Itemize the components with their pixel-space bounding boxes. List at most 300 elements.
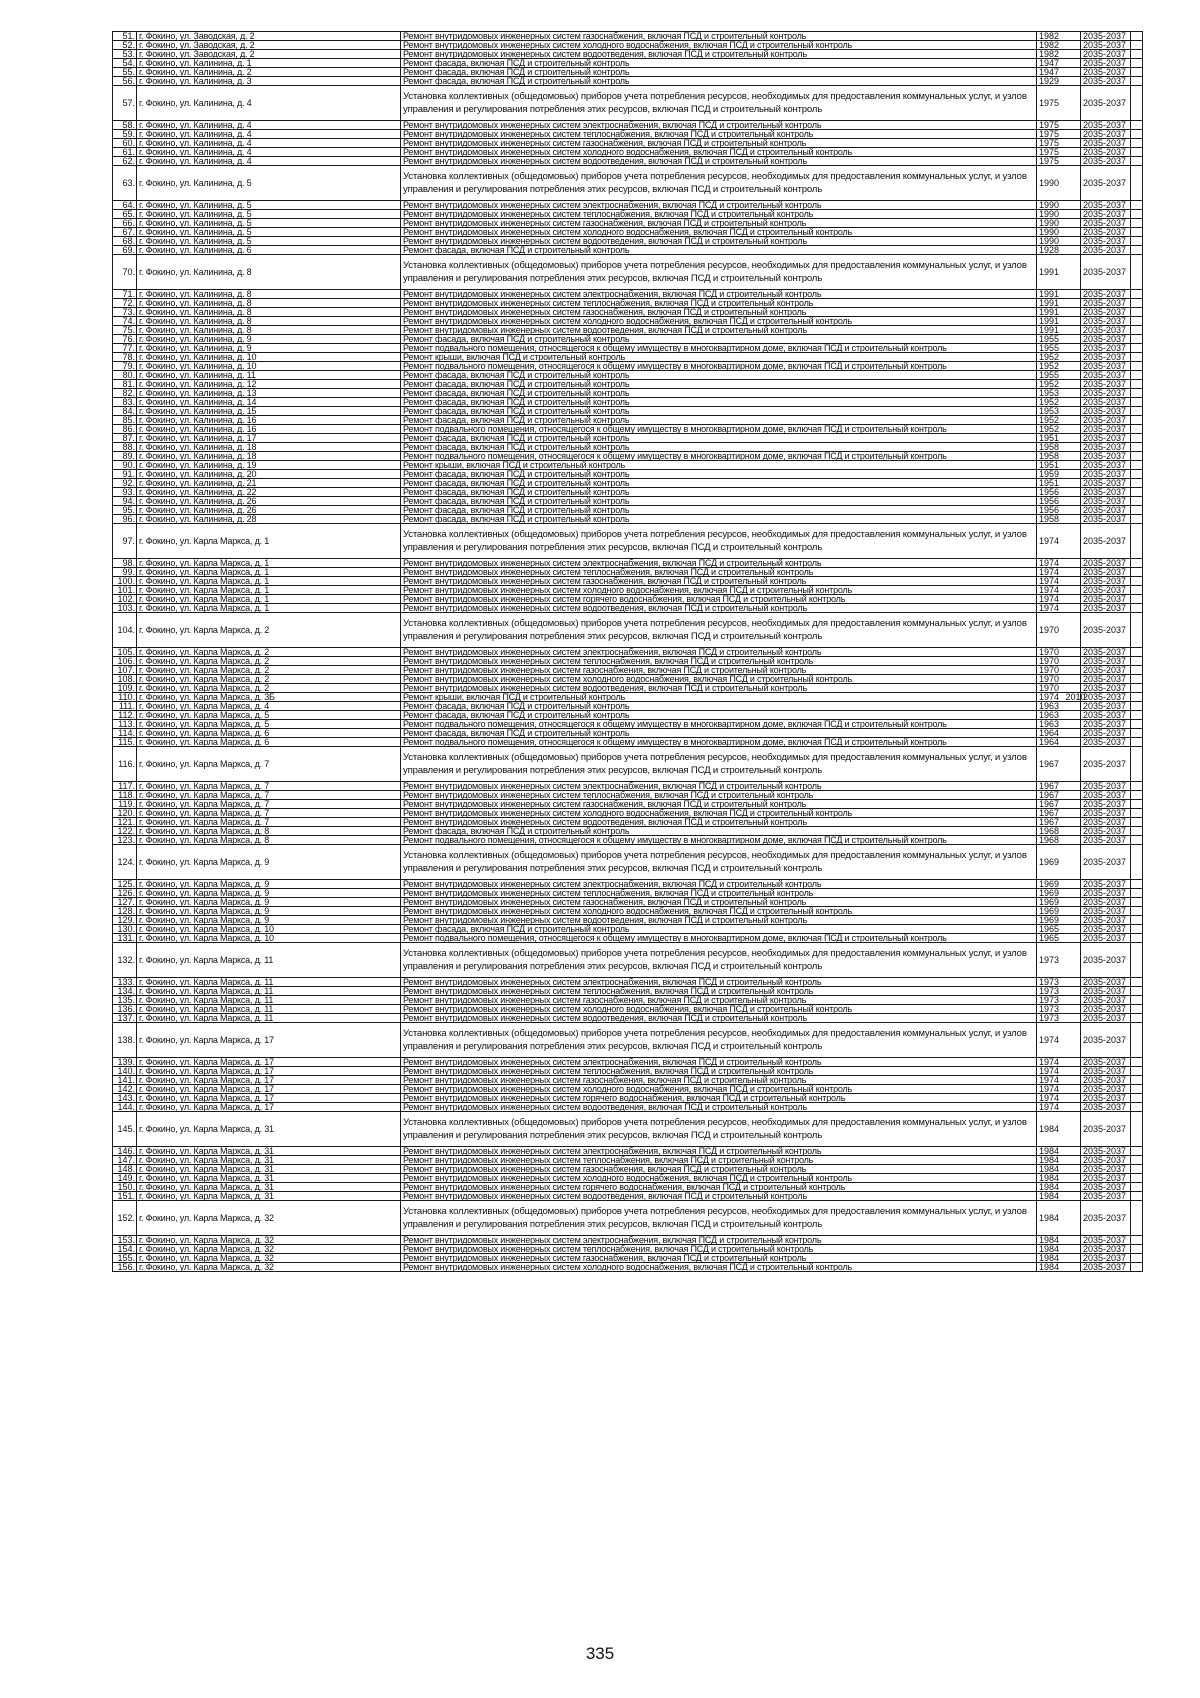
work-description-cell: Ремонт фасада, включая ПСД и строительный контроль — [401, 497, 1037, 506]
work-description-cell: Ремонт фасада, включая ПСД и строительный контроль — [401, 59, 1037, 68]
row-number-cell: 118. — [113, 791, 137, 800]
planned-period-cell: 2035-2037 — [1081, 362, 1131, 371]
address-cell: г. Фокино, ул. Карла Маркса, д. 1 — [137, 524, 401, 559]
address-cell: г. Фокино, ул. Карла Маркса, д. 31 — [137, 1192, 401, 1201]
planned-period-cell: 2035-2037 — [1081, 684, 1131, 693]
empty-cell — [1131, 586, 1143, 595]
empty-cell — [1131, 791, 1143, 800]
build-year-cell: 1965 — [1037, 934, 1064, 943]
address-cell: г. Фокино, ул. Карла Маркса, д. 1 — [137, 577, 401, 586]
empty-cell — [1131, 452, 1143, 461]
row-number-cell: 149. — [113, 1174, 137, 1183]
address-cell: г. Фокино, ул. Карла Маркса, д. 32 — [137, 1263, 401, 1272]
empty-cell — [1131, 996, 1143, 1005]
build-year-cell: 1973 — [1037, 943, 1064, 978]
row-number-cell: 61. — [113, 148, 137, 157]
extra-year-cell — [1064, 1085, 1081, 1094]
empty-cell — [1131, 524, 1143, 559]
row-number-cell: 116. — [113, 747, 137, 782]
row-number-cell: 152. — [113, 1201, 137, 1236]
build-year-cell: 1967 — [1037, 809, 1064, 818]
empty-cell — [1131, 166, 1143, 201]
extra-year-cell — [1064, 524, 1081, 559]
extra-year-cell — [1064, 1254, 1081, 1263]
build-year-cell: 1982 — [1037, 50, 1064, 59]
extra-year-cell — [1064, 720, 1081, 729]
row-number-cell: 65. — [113, 210, 137, 219]
empty-cell — [1131, 889, 1143, 898]
address-cell: г. Фокино, ул. Карла Маркса, д. 4 — [137, 702, 401, 711]
build-year-cell: 1973 — [1037, 1005, 1064, 1014]
extra-year-cell — [1064, 237, 1081, 246]
build-year-cell: 1991 — [1037, 308, 1064, 317]
work-description-cell: Ремонт внутридомовых инженерных систем электроснабжения, включая ПСД и строительный контроль — [401, 978, 1037, 987]
planned-period-cell: 2035-2037 — [1081, 568, 1131, 577]
row-number-cell: 138. — [113, 1023, 137, 1058]
address-cell: г. Фокино, ул. Калинина, д. 22 — [137, 488, 401, 497]
planned-period-cell: 2035-2037 — [1081, 515, 1131, 524]
row-number-cell: 154. — [113, 1245, 137, 1254]
table-row — [113, 613, 1143, 648]
empty-cell — [1131, 809, 1143, 818]
empty-cell — [1131, 416, 1143, 425]
extra-year-cell — [1064, 416, 1081, 425]
planned-period-cell: 2035-2037 — [1081, 648, 1131, 657]
build-year-cell: 1991 — [1037, 299, 1064, 308]
row-number-cell: 141. — [113, 1076, 137, 1085]
row-number-cell: 82. — [113, 389, 137, 398]
extra-year-cell — [1064, 1103, 1081, 1112]
extra-year-cell — [1064, 488, 1081, 497]
address-cell: г. Фокино, ул. Карла Маркса, д. 2 — [137, 675, 401, 684]
extra-year-cell — [1064, 470, 1081, 479]
work-description-cell: Ремонт фасада, включая ПСД и строительный контроль — [401, 702, 1037, 711]
page-number: 335 — [585, 1644, 615, 1663]
planned-period-cell: 2035-2037 — [1081, 666, 1131, 675]
address-cell: г. Фокино, ул. Карла Маркса, д. 9 — [137, 880, 401, 889]
work-description-cell: Ремонт крыши, включая ПСД и строительный контроль — [401, 693, 1037, 702]
empty-cell — [1131, 747, 1143, 782]
table-row — [113, 246, 1143, 255]
work-description-cell: Ремонт внутридомовых инженерных систем холодного водоснабжения, включая ПСД и строительный контроль — [401, 41, 1037, 50]
row-number-cell: 99. — [113, 568, 137, 577]
empty-cell — [1131, 425, 1143, 434]
extra-year-cell — [1064, 648, 1081, 657]
planned-period-cell: 2035-2037 — [1081, 747, 1131, 782]
address-cell: г. Фокино, ул. Карла Маркса, д. 17 — [137, 1067, 401, 1076]
work-description-cell: Установка коллективных (общедомовых) приборов учета потребления ресурсов, необходимых для предоставления коммунальных услуг, и узлов управления и регулирования потребления этих ресурсов, включая ПСД и строительный контроль — [401, 845, 1037, 880]
empty-cell — [1131, 371, 1143, 380]
empty-cell — [1131, 255, 1143, 290]
extra-year-cell — [1064, 443, 1081, 452]
address-cell: г. Фокино, ул. Калинина, д. 5 — [137, 237, 401, 246]
build-year-cell: 1990 — [1037, 201, 1064, 210]
extra-year-cell — [1064, 568, 1081, 577]
address-cell: г. Фокино, ул. Карла Маркса, д. 17 — [137, 1076, 401, 1085]
extra-year-cell — [1064, 657, 1081, 666]
row-number-cell: 59. — [113, 130, 137, 139]
build-year-cell: 1951 — [1037, 434, 1064, 443]
empty-cell — [1131, 201, 1143, 210]
empty-cell — [1131, 693, 1143, 702]
table-row — [113, 934, 1143, 943]
build-year-cell: 1974 — [1037, 559, 1064, 568]
row-number-cell: 127. — [113, 898, 137, 907]
work-description-cell: Ремонт внутридомовых инженерных систем холодного водоснабжения, включая ПСД и строительный контроль — [401, 809, 1037, 818]
address-cell: г. Фокино, ул. Карла Маркса, д. 31 — [137, 1174, 401, 1183]
work-description-cell: Ремонт внутридомовых инженерных систем теплоснабжения, включая ПСД и строительный контроль — [401, 299, 1037, 308]
planned-period-cell: 2035-2037 — [1081, 693, 1131, 702]
planned-period-cell: 2035-2037 — [1081, 1112, 1131, 1147]
empty-cell — [1131, 434, 1143, 443]
build-year-cell: 1974 — [1037, 1085, 1064, 1094]
empty-cell — [1131, 978, 1143, 987]
planned-period-cell: 2035-2037 — [1081, 711, 1131, 720]
row-number-cell: 122. — [113, 827, 137, 836]
table-row — [113, 77, 1143, 86]
planned-period-cell: 2035-2037 — [1081, 524, 1131, 559]
planned-period-cell: 2035-2037 — [1081, 1014, 1131, 1023]
work-description-cell: Ремонт внутридомовых инженерных систем теплоснабжения, включая ПСД и строительный контроль — [401, 1067, 1037, 1076]
extra-year-cell — [1064, 880, 1081, 889]
build-year-cell: 1958 — [1037, 443, 1064, 452]
table-row — [113, 1112, 1143, 1147]
extra-year-cell — [1064, 1201, 1081, 1236]
row-number-cell: 140. — [113, 1067, 137, 1076]
planned-period-cell: 2035-2037 — [1081, 1094, 1131, 1103]
row-number-cell: 136. — [113, 1005, 137, 1014]
extra-year-cell — [1064, 59, 1081, 68]
work-description-cell: Ремонт внутридомовых инженерных систем водоотведения, включая ПСД и строительный контроль — [401, 1014, 1037, 1023]
build-year-cell: 1967 — [1037, 747, 1064, 782]
empty-cell — [1131, 1058, 1143, 1067]
build-year-cell: 1929 — [1037, 77, 1064, 86]
extra-year-cell — [1064, 907, 1081, 916]
table-row — [113, 836, 1143, 845]
planned-period-cell: 2035-2037 — [1081, 559, 1131, 568]
row-number-cell: 52. — [113, 41, 137, 50]
extra-year-cell — [1064, 827, 1081, 836]
address-cell: г. Фокино, ул. Калинина, д. 8 — [137, 299, 401, 308]
planned-period-cell: 2035-2037 — [1081, 219, 1131, 228]
planned-period-cell: 2035-2037 — [1081, 326, 1131, 335]
build-year-cell: 1951 — [1037, 479, 1064, 488]
work-description-cell: Ремонт внутридомовых инженерных систем теплоснабжения, включая ПСД и строительный контроль — [401, 568, 1037, 577]
address-cell: г. Фокино, ул. Карла Маркса, д. 2 — [137, 648, 401, 657]
row-number-cell: 72. — [113, 299, 137, 308]
build-year-cell: 1974 — [1037, 1076, 1064, 1085]
address-cell: г. Фокино, ул. Калинина, д. 4 — [137, 130, 401, 139]
empty-cell — [1131, 559, 1143, 568]
extra-year-cell — [1064, 1192, 1081, 1201]
table-row — [113, 157, 1143, 166]
build-year-cell: 1975 — [1037, 148, 1064, 157]
extra-year-cell — [1064, 1094, 1081, 1103]
empty-cell — [1131, 41, 1143, 50]
extra-year-cell — [1064, 77, 1081, 86]
extra-year-cell — [1064, 121, 1081, 130]
work-description-cell: Ремонт внутридомовых инженерных систем газоснабжения, включая ПСД и строительный контроль — [401, 800, 1037, 809]
extra-year-cell — [1064, 41, 1081, 50]
row-number-cell: 75. — [113, 326, 137, 335]
work-description-cell: Ремонт фасада, включая ПСД и строительный контроль — [401, 371, 1037, 380]
empty-cell — [1131, 470, 1143, 479]
planned-period-cell: 2035-2037 — [1081, 818, 1131, 827]
planned-period-cell: 2035-2037 — [1081, 1192, 1131, 1201]
address-cell: г. Фокино, ул. Карла Маркса, д. 11 — [137, 978, 401, 987]
planned-period-cell: 2035-2037 — [1081, 77, 1131, 86]
planned-period-cell: 2035-2037 — [1081, 407, 1131, 416]
empty-cell — [1131, 836, 1143, 845]
table-row — [113, 1201, 1143, 1236]
row-number-cell: 128. — [113, 907, 137, 916]
row-number-cell: 124. — [113, 845, 137, 880]
work-description-cell: Ремонт внутридомовых инженерных систем холодного водоснабжения, включая ПСД и строительный контроль — [401, 675, 1037, 684]
build-year-cell: 1970 — [1037, 657, 1064, 666]
address-cell: г. Фокино, ул. Карла Маркса, д. 11 — [137, 1014, 401, 1023]
address-cell: г. Фокино, ул. Карла Маркса, д. 31 — [137, 1183, 401, 1192]
table-row — [113, 86, 1143, 121]
planned-period-cell: 2035-2037 — [1081, 290, 1131, 299]
row-number-cell: 71. — [113, 290, 137, 299]
work-description-cell: Ремонт внутридомовых инженерных систем газоснабжения, включая ПСД и строительный контроль — [401, 577, 1037, 586]
row-number-cell: 134. — [113, 987, 137, 996]
work-description-cell: Установка коллективных (общедомовых) приборов учета потребления ресурсов, необходимых для предоставления коммунальных услуг, и узлов управления и регулирования потребления этих ресурсов, включая ПСД и строительный контроль — [401, 747, 1037, 782]
build-year-cell: 1984 — [1037, 1156, 1064, 1165]
build-year-cell: 1984 — [1037, 1174, 1064, 1183]
empty-cell — [1131, 32, 1143, 41]
empty-cell — [1131, 782, 1143, 791]
extra-year-cell — [1064, 1165, 1081, 1174]
extra-year-cell — [1064, 898, 1081, 907]
address-cell: г. Фокино, ул. Карла Маркса, д. 7 — [137, 782, 401, 791]
address-cell: г. Фокино, ул. Калинина, д. 6 — [137, 246, 401, 255]
build-year-cell: 1952 — [1037, 425, 1064, 434]
address-cell: г. Фокино, ул. Калинина, д. 3 — [137, 77, 401, 86]
planned-period-cell: 2035-2037 — [1081, 1183, 1131, 1192]
planned-period-cell: 2035-2037 — [1081, 1174, 1131, 1183]
planned-period-cell: 2035-2037 — [1081, 925, 1131, 934]
extra-year-cell — [1064, 800, 1081, 809]
planned-period-cell: 2035-2037 — [1081, 1263, 1131, 1272]
planned-period-cell: 2035-2037 — [1081, 836, 1131, 845]
row-number-cell: 92. — [113, 479, 137, 488]
address-cell: г. Фокино, ул. Карла Маркса, д. 31 — [137, 1156, 401, 1165]
table-row — [113, 255, 1143, 290]
row-number-cell: 119. — [113, 800, 137, 809]
planned-period-cell: 2035-2037 — [1081, 246, 1131, 255]
work-description-cell: Ремонт внутридомовых инженерных систем электроснабжения, включая ПСД и строительный контроль — [401, 559, 1037, 568]
build-year-cell: 1969 — [1037, 916, 1064, 925]
planned-period-cell: 2035-2037 — [1081, 657, 1131, 666]
extra-year-cell — [1064, 1076, 1081, 1085]
row-number-cell: 104. — [113, 613, 137, 648]
work-description-cell: Установка коллективных (общедомовых) приборов учета потребления ресурсов, необходимых для предоставления коммунальных услуг, и узлов управления и регулирования потребления этих ресурсов, включая ПСД и строительный контроль — [401, 613, 1037, 648]
work-description-cell: Ремонт внутридомовых инженерных систем теплоснабжения, включая ПСД и строительный контроль — [401, 210, 1037, 219]
extra-year-cell — [1064, 1245, 1081, 1254]
planned-period-cell: 2035-2037 — [1081, 613, 1131, 648]
build-year-cell: 1952 — [1037, 398, 1064, 407]
work-description-cell: Ремонт внутридомовых инженерных систем газоснабжения, включая ПСД и строительный контроль — [401, 666, 1037, 675]
build-year-cell: 1955 — [1037, 335, 1064, 344]
work-description-cell: Ремонт фасада, включая ПСД и строительный контроль — [401, 827, 1037, 836]
row-number-cell: 129. — [113, 916, 137, 925]
row-number-cell: 77. — [113, 344, 137, 353]
planned-period-cell: 2035-2037 — [1081, 1076, 1131, 1085]
build-year-cell: 1973 — [1037, 1014, 1064, 1023]
extra-year-cell — [1064, 916, 1081, 925]
work-description-cell: Ремонт внутридомовых инженерных систем водоотведения, включая ПСД и строительный контроль — [401, 604, 1037, 613]
work-description-cell: Ремонт внутридомовых инженерных систем теплоснабжения, включая ПСД и строительный контроль — [401, 987, 1037, 996]
planned-period-cell: 2035-2037 — [1081, 434, 1131, 443]
address-cell: г. Фокино, ул. Заводская, д. 2 — [137, 41, 401, 50]
extra-year-cell — [1064, 675, 1081, 684]
row-number-cell: 142. — [113, 1085, 137, 1094]
address-cell: г. Фокино, ул. Карла Маркса, д. 10 — [137, 934, 401, 943]
row-number-cell: 68. — [113, 237, 137, 246]
work-description-cell: Ремонт внутридомовых инженерных систем горячего водоснабжения, включая ПСД и строительный контроль — [401, 595, 1037, 604]
address-cell: г. Фокино, ул. Карла Маркса, д. 11 — [137, 943, 401, 978]
extra-year-cell — [1064, 299, 1081, 308]
build-year-cell: 1984 — [1037, 1183, 1064, 1192]
empty-cell — [1131, 407, 1143, 416]
address-cell: г. Фокино, ул. Калинина, д. 5 — [137, 210, 401, 219]
empty-cell — [1131, 898, 1143, 907]
table-row — [113, 166, 1143, 201]
address-cell: г. Фокино, ул. Карла Маркса, д. 1 — [137, 586, 401, 595]
extra-year-cell — [1064, 889, 1081, 898]
work-description-cell: Ремонт фасада, включая ПСД и строительный контроль — [401, 470, 1037, 479]
empty-cell — [1131, 380, 1143, 389]
work-description-cell: Ремонт фасада, включая ПСД и строительный контроль — [401, 729, 1037, 738]
row-number-cell: 74. — [113, 317, 137, 326]
work-description-cell: Ремонт внутридомовых инженерных систем холодного водоснабжения, включая ПСД и строительный контроль — [401, 317, 1037, 326]
capital-repair-works-table — [112, 31, 1143, 1272]
address-cell: г. Фокино, ул. Карла Маркса, д. 31 — [137, 1147, 401, 1156]
work-description-cell: Ремонт внутридомовых инженерных систем теплоснабжения, включая ПСД и строительный контроль — [401, 130, 1037, 139]
work-description-cell: Ремонт подвального помещения, относящегося к общему имуществу в многоквартирном доме, включая ПСД и строительный контроль — [401, 362, 1037, 371]
work-description-cell: Ремонт внутридомовых инженерных систем теплоснабжения, включая ПСД и строительный контроль — [401, 657, 1037, 666]
planned-period-cell: 2035-2037 — [1081, 1023, 1131, 1058]
row-number-cell: 56. — [113, 77, 137, 86]
build-year-cell: 1955 — [1037, 371, 1064, 380]
planned-period-cell: 2035-2037 — [1081, 720, 1131, 729]
address-cell: г. Фокино, ул. Карла Маркса, д. 6 — [137, 738, 401, 747]
address-cell: г. Фокино, ул. Карла Маркса, д. 9 — [137, 907, 401, 916]
work-description-cell: Ремонт фасада, включая ПСД и строительный контроль — [401, 335, 1037, 344]
extra-year-cell — [1064, 818, 1081, 827]
address-cell: г. Фокино, ул. Карла Маркса, д. 1 — [137, 595, 401, 604]
empty-cell — [1131, 1156, 1143, 1165]
empty-cell — [1131, 657, 1143, 666]
empty-cell — [1131, 461, 1143, 470]
table-row — [113, 515, 1143, 524]
row-number-cell: 66. — [113, 219, 137, 228]
build-year-cell: 1982 — [1037, 41, 1064, 50]
planned-period-cell: 2035-2037 — [1081, 210, 1131, 219]
build-year-cell: 1990 — [1037, 210, 1064, 219]
planned-period-cell: 2035-2037 — [1081, 335, 1131, 344]
extra-year-cell — [1064, 934, 1081, 943]
row-number-cell: 120. — [113, 809, 137, 818]
empty-cell — [1131, 1192, 1143, 1201]
work-description-cell: Ремонт внутридомовых инженерных систем холодного водоснабжения, включая ПСД и строительный контроль — [401, 1174, 1037, 1183]
empty-cell — [1131, 1147, 1143, 1156]
extra-year-cell — [1064, 317, 1081, 326]
address-cell: г. Фокино, ул. Калинина, д. 14 — [137, 398, 401, 407]
address-cell: г. Фокино, ул. Карла Маркса, д. 8 — [137, 836, 401, 845]
build-year-cell: 1970 — [1037, 666, 1064, 675]
row-number-cell: 110. — [113, 693, 137, 702]
row-number-cell: 105. — [113, 648, 137, 657]
planned-period-cell: 2035-2037 — [1081, 425, 1131, 434]
address-cell: г. Фокино, ул. Калинина, д. 5 — [137, 166, 401, 201]
address-cell: г. Фокино, ул. Калинина, д. 4 — [137, 86, 401, 121]
build-year-cell: 1969 — [1037, 845, 1064, 880]
work-description-cell: Ремонт подвального помещения, относящегося к общему имуществу в многоквартирном доме, включая ПСД и строительный контроль — [401, 720, 1037, 729]
planned-period-cell: 2035-2037 — [1081, 398, 1131, 407]
row-number-cell: 96. — [113, 515, 137, 524]
work-description-cell: Ремонт внутридомовых инженерных систем газоснабжения, включая ПСД и строительный контроль — [401, 32, 1037, 41]
address-cell: г. Фокино, ул. Калинина, д. 9 — [137, 344, 401, 353]
work-description-cell: Ремонт внутридомовых инженерных систем теплоснабжения, включая ПСД и строительный контроль — [401, 1245, 1037, 1254]
row-number-cell: 98. — [113, 559, 137, 568]
work-description-cell: Ремонт внутридомовых инженерных систем холодного водоснабжения, включая ПСД и строительный контроль — [401, 228, 1037, 237]
empty-cell — [1131, 916, 1143, 925]
work-description-cell: Ремонт внутридомовых инженерных систем электроснабжения, включая ПСД и строительный контроль — [401, 648, 1037, 657]
row-number-cell: 139. — [113, 1058, 137, 1067]
address-cell: г. Фокино, ул. Калинина, д. 8 — [137, 317, 401, 326]
empty-cell — [1131, 210, 1143, 219]
work-description-cell: Ремонт внутридомовых инженерных систем электроснабжения, включая ПСД и строительный контроль — [401, 1147, 1037, 1156]
row-number-cell: 107. — [113, 666, 137, 675]
work-description-cell: Ремонт внутридомовых инженерных систем водоотведения, включая ПСД и строительный контроль — [401, 684, 1037, 693]
work-description-cell: Ремонт внутридомовых инженерных систем электроснабжения, включая ПСД и строительный контроль — [401, 290, 1037, 299]
address-cell: г. Фокино, ул. Карла Маркса, д. 1 — [137, 604, 401, 613]
row-number-cell: 91. — [113, 470, 137, 479]
empty-cell — [1131, 68, 1143, 77]
address-cell: г. Фокино, ул. Калинина, д. 4 — [137, 121, 401, 130]
row-number-cell: 63. — [113, 166, 137, 201]
row-number-cell: 57. — [113, 86, 137, 121]
extra-year-cell — [1064, 371, 1081, 380]
row-number-cell: 101. — [113, 586, 137, 595]
work-description-cell: Ремонт внутридомовых инженерных систем газоснабжения, включая ПСД и строительный контроль — [401, 1254, 1037, 1263]
row-number-cell: 84. — [113, 407, 137, 416]
planned-period-cell: 2035-2037 — [1081, 228, 1131, 237]
empty-cell — [1131, 488, 1143, 497]
row-number-cell: 81. — [113, 380, 137, 389]
extra-year-cell — [1064, 407, 1081, 416]
empty-cell — [1131, 925, 1143, 934]
work-description-cell: Ремонт внутридомовых инженерных систем водоотведения, включая ПСД и строительный контроль — [401, 1192, 1037, 1201]
work-description-cell: Ремонт фасада, включая ПСД и строительный контроль — [401, 711, 1037, 720]
table-row — [113, 845, 1143, 880]
extra-year-cell — [1064, 1174, 1081, 1183]
build-year-cell: 1984 — [1037, 1263, 1064, 1272]
extra-year-cell — [1064, 425, 1081, 434]
planned-period-cell: 2035-2037 — [1081, 59, 1131, 68]
build-year-cell: 1984 — [1037, 1112, 1064, 1147]
extra-year-cell — [1064, 362, 1081, 371]
address-cell: г. Фокино, ул. Калинина, д. 20 — [137, 470, 401, 479]
row-number-cell: 88. — [113, 443, 137, 452]
work-description-cell: Ремонт внутридомовых инженерных систем теплоснабжения, включая ПСД и строительный контроль — [401, 889, 1037, 898]
empty-cell — [1131, 77, 1143, 86]
empty-cell — [1131, 934, 1143, 943]
address-cell: г. Фокино, ул. Калинина, д. 26 — [137, 497, 401, 506]
planned-period-cell: 2035-2037 — [1081, 1236, 1131, 1245]
